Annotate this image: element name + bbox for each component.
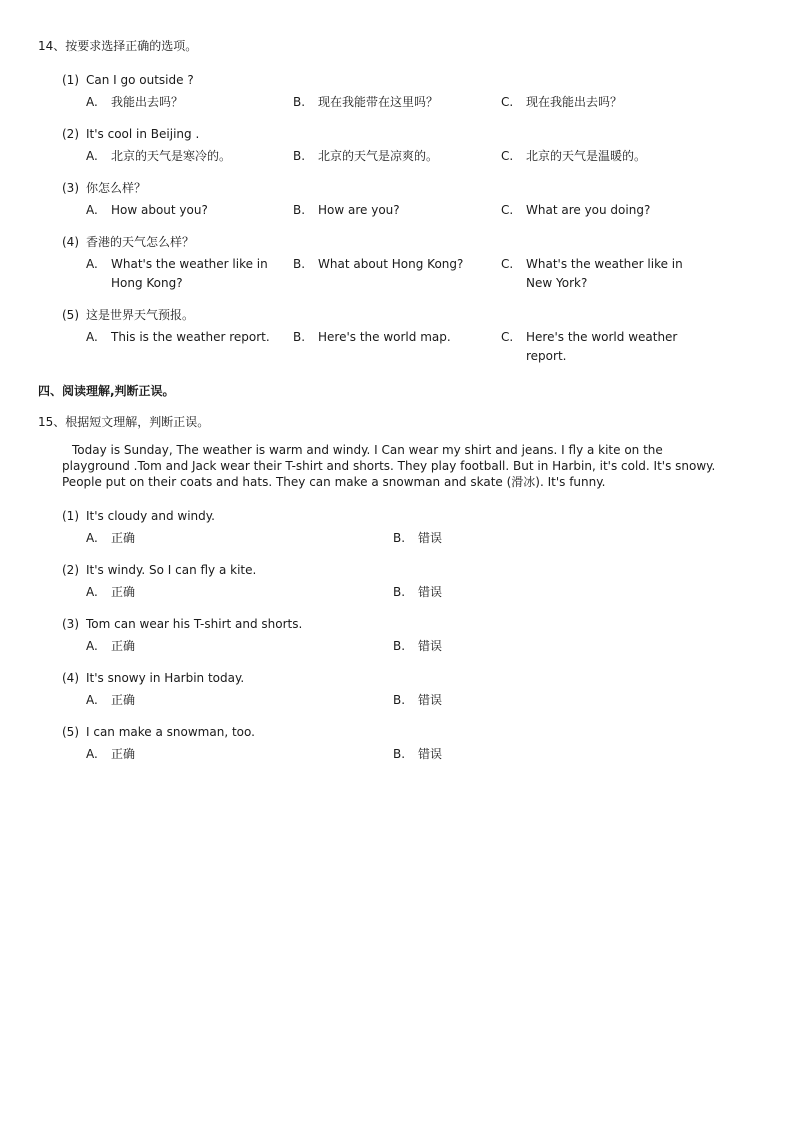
option-a-text[interactable]: How about you? <box>111 203 208 217</box>
item-number: (1) <box>62 509 79 523</box>
option-false[interactable]: 错误 <box>418 747 443 761</box>
option-a-letter[interactable]: A. <box>86 95 98 109</box>
section-heading: 四、阅读理解,判断正误。 <box>38 384 175 398</box>
option-a-letter[interactable]: A. <box>86 639 98 653</box>
option-c-letter[interactable]: C. <box>501 257 514 271</box>
item-statement: I can make a snowman, too. <box>86 725 255 739</box>
option-b-text[interactable]: 现在我能带在这里吗？ <box>318 95 439 109</box>
option-a-letter[interactable]: A. <box>86 330 98 344</box>
option-a-letter[interactable]: A. <box>86 693 98 707</box>
option-c-text[interactable]: Here's the world weather <box>526 330 678 344</box>
option-false[interactable]: 错误 <box>418 693 443 707</box>
option-b-letter[interactable]: B. <box>293 95 306 109</box>
option-c-text[interactable]: 现在我能出去吗？ <box>526 95 623 109</box>
option-c-letter[interactable]: C. <box>501 95 514 109</box>
option-true[interactable]: 正确 <box>111 531 136 545</box>
option-a-text[interactable]: This is the weather report. <box>111 330 270 344</box>
item-number: (3) <box>62 181 79 195</box>
option-c-text[interactable]: What's the weather like in <box>526 257 683 271</box>
option-b-letter[interactable]: B. <box>393 585 406 599</box>
reading-passage: Today is Sunday, The weather is warm and windy. I Can wear my shirt and jeans. I fly a kite on the playground .Tom and Jack wear their T-shirt and shorts. They play football. But in Harbin, it's cold. It's snowy. People put on their coats and hats. They can make a snowman and skate (滑冰). It's funny. <box>62 443 716 489</box>
option-a-letter[interactable]: A. <box>86 747 98 761</box>
item-number: (4) <box>62 671 79 685</box>
option-a-text-line2[interactable]: Hong Kong? <box>111 276 183 290</box>
item-number: (3) <box>62 617 79 631</box>
item-question: 你怎么样？ <box>86 181 147 195</box>
item-statement: It's cloudy and windy. <box>86 509 215 523</box>
option-b-letter[interactable]: B. <box>293 330 306 344</box>
option-c-text-line2[interactable]: report. <box>526 349 567 363</box>
option-a-letter[interactable]: A. <box>86 149 98 163</box>
option-a-letter[interactable]: A. <box>86 203 98 217</box>
item-number: (5) <box>62 725 79 739</box>
option-b-letter[interactable]: B. <box>293 257 306 271</box>
option-false[interactable]: 错误 <box>418 585 443 599</box>
option-c-letter[interactable]: C. <box>501 203 514 217</box>
option-b-text[interactable]: What about Hong Kong? <box>318 257 464 271</box>
item-question: 这是世界天气预报。 <box>86 308 195 322</box>
option-a-text[interactable]: What's the weather like in <box>111 257 268 271</box>
item-statement: It's snowy in Harbin today. <box>86 671 245 685</box>
item-question: It's cool in Beijing . <box>86 127 200 141</box>
option-b-letter[interactable]: B. <box>393 693 406 707</box>
option-b-letter[interactable]: B. <box>393 531 406 545</box>
option-true[interactable]: 正确 <box>111 693 136 707</box>
item-number: (5) <box>62 308 79 322</box>
option-true[interactable]: 正确 <box>111 585 136 599</box>
option-true[interactable]: 正确 <box>111 639 136 653</box>
item-statement: It's windy. So I can fly a kite. <box>86 563 257 577</box>
option-false[interactable]: 错误 <box>418 531 443 545</box>
item-number: (1) <box>62 73 79 87</box>
item-number: (2) <box>62 127 79 141</box>
option-b-letter[interactable]: B. <box>393 747 406 761</box>
option-c-letter[interactable]: C. <box>501 330 514 344</box>
item-statement: Tom can wear his T-shirt and shorts. <box>86 617 303 631</box>
option-b-letter[interactable]: B. <box>393 639 406 653</box>
option-c-letter[interactable]: C. <box>501 149 514 163</box>
option-b-letter[interactable]: B. <box>293 203 306 217</box>
option-a-letter[interactable]: A. <box>86 585 98 599</box>
option-b-text[interactable]: 北京的天气是凉爽的。 <box>318 149 439 163</box>
option-false[interactable]: 错误 <box>418 639 443 653</box>
option-a-text[interactable]: 北京的天气是寒冷的。 <box>111 149 232 163</box>
option-c-text-line2[interactable]: New York? <box>526 276 588 290</box>
q15-title: 15、根据短文理解，判断正误。 <box>38 415 210 429</box>
item-question: Can I go outside ? <box>86 73 194 87</box>
option-a-letter[interactable]: A. <box>86 531 98 545</box>
option-true[interactable]: 正确 <box>111 747 136 761</box>
option-a-letter[interactable]: A. <box>86 257 98 271</box>
item-question: 香港的天气怎么样？ <box>86 235 195 249</box>
option-b-text[interactable]: Here's the world map. <box>318 330 451 344</box>
option-c-text[interactable]: What are you doing? <box>526 203 651 217</box>
q14-title: 14、按要求选择正确的选项。 <box>38 39 198 53</box>
option-c-text[interactable]: 北京的天气是温暖的。 <box>526 149 647 163</box>
item-number: (4) <box>62 235 79 249</box>
option-b-letter[interactable]: B. <box>293 149 306 163</box>
option-a-text[interactable]: 我能出去吗？ <box>111 95 184 109</box>
option-b-text[interactable]: How are you? <box>318 203 400 217</box>
item-number: (2) <box>62 563 79 577</box>
